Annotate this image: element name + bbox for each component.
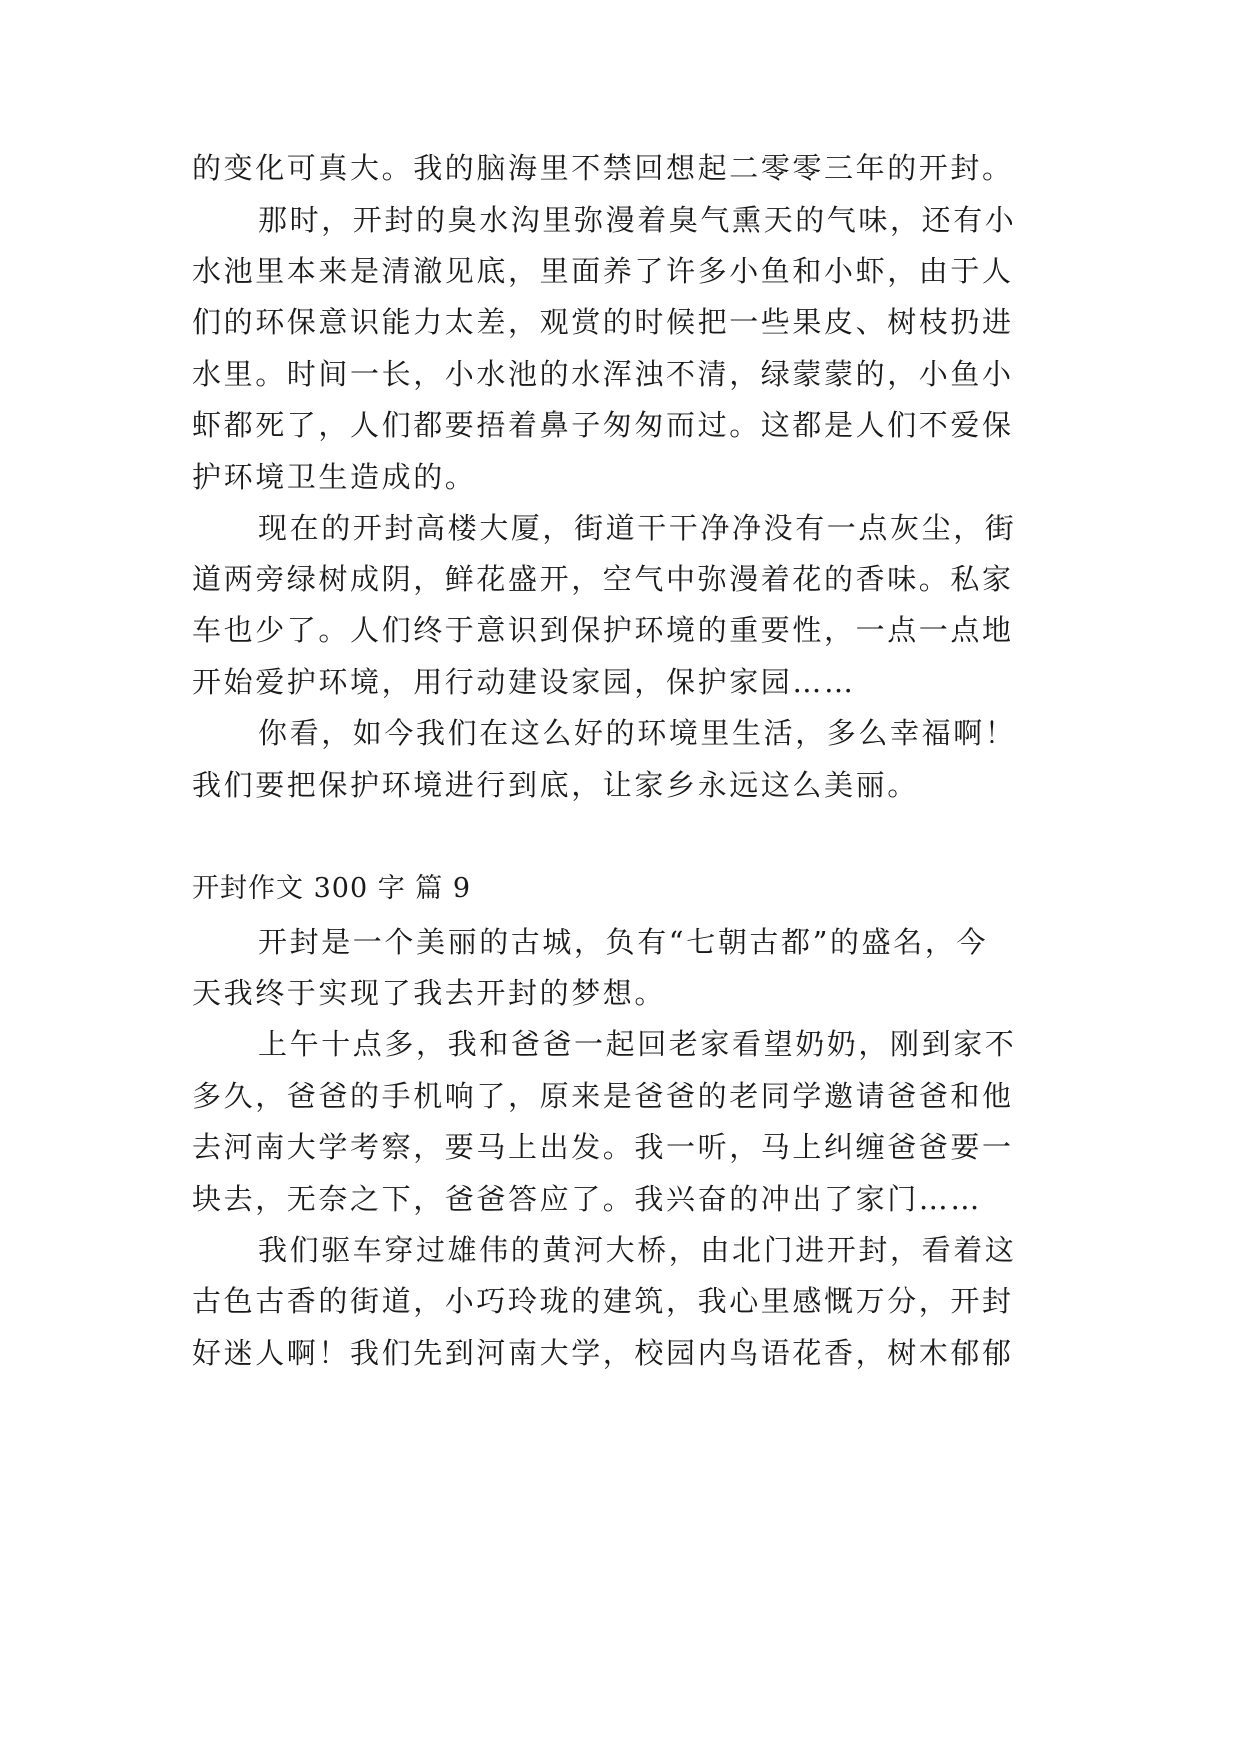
text-line: 们的环保意识能力太差，观赏的时候把一些果皮、树枝扔进: [192, 305, 1014, 339]
text-line: 开封是一个美丽的古城，负有“七朝古都”的盛名，今: [258, 925, 989, 959]
text-line: 道两旁绿树成阴，鲜花盛开，空气中弥漫着花的香味。私家: [192, 562, 1014, 596]
text-line: 那时，开封的臭水沟里弥漫着臭气熏天的气味，还有小: [258, 203, 1017, 237]
text-line: 现在的开封高楼大厦，街道干干净净没有一点灰尘，街: [258, 511, 1017, 545]
text-line: 多久，爸爸的手机响了，原来是爸爸的老同学邀请爸爸和他: [192, 1079, 1014, 1113]
text-line: 你看，如今我们在这么好的环境里生活，多么幸福啊！: [258, 716, 1017, 750]
text-line: 我们要把保护环境进行到底，让家乡永远这么美丽。: [192, 768, 919, 802]
text-line: 虾都死了，人们都要捂着鼻子匆匆而过。这都是人们不爱保: [192, 408, 1014, 442]
section-heading: 开封作文 300 字 篇 9: [192, 873, 472, 904]
text-line: 车也少了。人们终于意识到保护环境的重要性，一点一点地: [192, 613, 1014, 647]
text-line: 好迷人啊！我们先到河南大学，校园内鸟语花香，树木郁郁: [192, 1336, 1014, 1370]
text-line: 古色古香的街道，小巧玲珑的建筑，我心里感慨万分，开封: [192, 1284, 1014, 1318]
text-line: 水里。时间一长，小水池的水浑浊不清，绿蒙蒙的，小鱼小: [192, 357, 1014, 391]
text-line: 块去，无奈之下，爸爸答应了。我兴奋的冲出了家门……: [192, 1182, 983, 1216]
text-line: 水池里本来是清澈见底，里面养了许多小鱼和小虾，由于人: [192, 254, 1014, 288]
text-line: 的变化可真大。我的脑海里不禁回想起二零零三年的开封。: [192, 151, 1014, 185]
text-line: 我们驱车穿过雄伟的黄河大桥，由北门进开封，看着这: [258, 1233, 1017, 1267]
text-line: 天我终于实现了我去开封的梦想。: [192, 976, 667, 1010]
text-line: 开始爱护环境，用行动建设家园，保护家园……: [192, 665, 856, 699]
text-line: 护环境卫生造成的。: [192, 460, 477, 494]
text-line: 去河南大学考察，要马上出发。我一听，马上纠缠爸爸要一: [192, 1130, 1014, 1164]
text-line: 上午十点多，我和爸爸一起回老家看望奶奶，刚到家不: [258, 1027, 1017, 1061]
